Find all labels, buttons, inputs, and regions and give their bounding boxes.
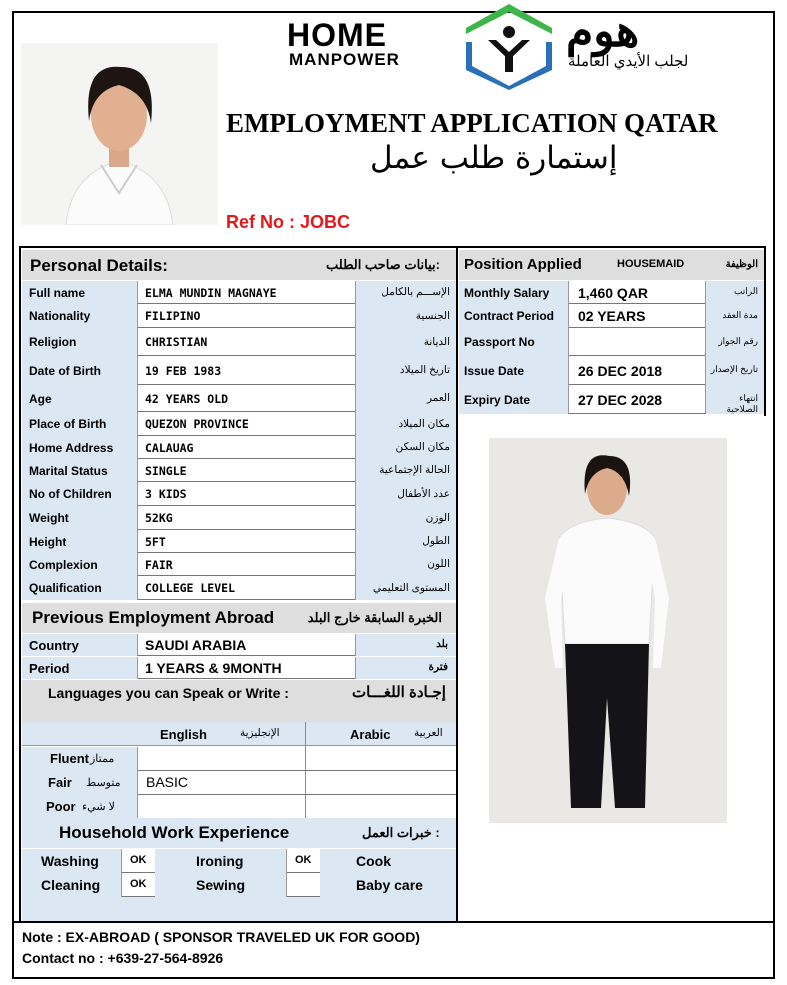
field-value: 42 YEARS OLD [145, 391, 229, 406]
languages-heading-arabic: إجـادة اللغـــات [352, 684, 446, 701]
field-value: CHRISTIAN [145, 335, 208, 349]
table-row [22, 459, 456, 482]
field-value: 1 YEARS & 9MONTH [145, 660, 282, 676]
footer-notes [22, 927, 420, 969]
skill-label: Cleaning [41, 877, 101, 893]
field-value: ELMA MUNDIN MAGNAYE [145, 285, 277, 300]
field-label-arabic: رقم الجواز [718, 335, 758, 346]
table-row [22, 553, 456, 576]
personal-details-header [22, 250, 456, 280]
table-middle-border [456, 246, 458, 922]
field-label: Home Address [29, 440, 114, 455]
table-row [22, 281, 456, 304]
skill-value: OK [130, 854, 147, 866]
language-level-label: Fair [48, 775, 72, 790]
household-empty-row [22, 897, 456, 921]
field-label-arabic: المستوى التعليمي [372, 581, 450, 594]
field-label: Expiry Date [464, 392, 531, 407]
field-value: FAIR [145, 557, 173, 572]
table-row [22, 747, 456, 771]
applicant-portrait-photo [21, 43, 218, 225]
logo-arabic-text: هوم [566, 7, 640, 56]
page-title-arabic: إستمارة طلب عمل [370, 140, 618, 176]
field-value: 1,460 QAR [578, 284, 649, 301]
field-label: Marital Status [29, 463, 108, 478]
personal-details-heading: Personal Details: [30, 256, 168, 275]
position-applied-value: HOUSEMAID [617, 258, 685, 270]
field-label-arabic: الوزن [425, 511, 450, 524]
table-row [22, 771, 456, 795]
skill-label: Washing [41, 853, 99, 869]
skill-label: Cook [356, 853, 391, 869]
reference-number: Ref No : JOBC [226, 212, 351, 232]
field-label-arabic: العمر [426, 392, 450, 404]
language-level-label-arabic: ممتاز [90, 753, 115, 765]
field-label-arabic: الراتب [733, 286, 758, 296]
field-label-arabic: فترة [428, 661, 448, 673]
field-value: QUEZON PROVINCE [145, 417, 249, 431]
skill-label: Sewing [196, 877, 246, 893]
field-label: Period [29, 661, 70, 676]
table-row [459, 281, 764, 304]
note-text: Note : EX-ABROAD ( SPONSOR TRAVELED UK FOR GOOD) [22, 929, 420, 945]
arabic-column-label-arabic: العربية [414, 727, 443, 739]
table-row [22, 482, 456, 506]
table-row [22, 304, 456, 328]
language-level-label: Fluent [50, 751, 89, 766]
field-label-arabic: اللون [427, 558, 450, 570]
field-label: Weight [29, 511, 69, 525]
table-row [22, 873, 456, 897]
table-row [459, 328, 764, 356]
field-value: 27 DEC 2028 [578, 391, 663, 408]
languages-column-header [22, 722, 456, 746]
table-row [459, 304, 764, 328]
label-cell-bg [22, 795, 138, 819]
field-value: SAUDI ARABIA [145, 637, 247, 653]
table-row [22, 412, 456, 436]
field-label: Age [29, 391, 52, 406]
table-row [22, 657, 456, 679]
table-row [22, 328, 456, 356]
field-value: FILIPINO [145, 309, 201, 323]
field-label-arabic: الجنسية [415, 309, 450, 322]
table-top-border [19, 246, 764, 248]
field-label-arabic: بلد [436, 638, 448, 650]
skill-label: Ironing [196, 853, 244, 869]
field-label: Contract Period [464, 309, 555, 323]
logo-arabic-subtitle: لجلب الأيدي العاملة [568, 53, 689, 70]
field-value: SINGLE [145, 463, 187, 478]
skill-value: OK [295, 854, 312, 866]
language-level-label: Poor [46, 799, 76, 814]
language-level-label-arabic: متوسط [86, 777, 121, 789]
page-title: EMPLOYMENT APPLICATION QATAR [226, 108, 718, 138]
skill-extra-cell [430, 849, 456, 873]
field-label-arabic: الإســـم بالكامل [381, 286, 450, 298]
field-label: Place of Birth [29, 417, 107, 431]
table-row [22, 849, 456, 873]
field-label-arabic: مكان الميلاد [398, 417, 450, 430]
household-heading-arabic: خبرات العمل : [362, 825, 440, 840]
position-applied-arabic: الوظيفة [725, 259, 758, 270]
table-row [22, 795, 456, 819]
field-label-arabic: تاريخ الميلاد [399, 364, 450, 376]
field-value: CALAUAG [145, 440, 194, 455]
contact-number: Contact no : +639-27-564-8926 [22, 950, 224, 966]
table-row [22, 506, 456, 530]
logo-manpower-text: MANPOWER [289, 50, 400, 69]
field-label-arabic: مدة العقد [722, 309, 758, 320]
logo-emblem-icon [462, 2, 556, 90]
field-value: 5FT [145, 534, 166, 549]
field-label: Qualification [29, 581, 102, 595]
field-label: Complexion [29, 557, 98, 572]
household-heading: Household Work Experience [59, 823, 290, 842]
field-label: Date of Birth [29, 363, 101, 378]
field-value: 52KG [145, 511, 173, 525]
field-label: Issue Date [464, 363, 525, 378]
language-level-label-arabic: لا شيء [82, 801, 115, 813]
field-value: 02 YEARS [578, 308, 646, 324]
previous-employment-header [22, 603, 456, 633]
field-label: Nationality [29, 309, 91, 323]
field-value: 19 FEB 1983 [145, 363, 222, 378]
field-label: No of Children [29, 487, 112, 501]
field-label-arabic: الحالة الإجتماعية [379, 464, 450, 476]
english-level-value: BASIC [146, 774, 189, 790]
table-row [459, 385, 764, 414]
position-applied-heading: Position Applied [464, 256, 582, 273]
personal-details-heading-arabic: بيانات صاحب الطلب: [326, 257, 440, 272]
field-label-arabic: الطول [422, 535, 450, 547]
field-label: Passport No [464, 335, 535, 349]
logo-home-text: HOME [287, 17, 387, 53]
table-row [22, 436, 456, 459]
field-value: 26 DEC 2018 [578, 362, 663, 379]
table-row [22, 576, 456, 600]
field-label-arabic: انتهاء الصلاحية [726, 393, 758, 414]
previous-employment-heading: Previous Employment Abroad [32, 608, 275, 627]
table-row [22, 634, 456, 656]
field-label-arabic: الديانة [423, 335, 450, 348]
table-row [22, 530, 456, 553]
table-left-border [19, 246, 21, 922]
skill-extra-cell [430, 873, 456, 897]
table-right-border [764, 246, 766, 416]
table-row [22, 356, 456, 385]
skill-value: OK [130, 878, 147, 890]
arabic-column-label: Arabic [350, 727, 391, 742]
field-label: Monthly Salary [464, 285, 550, 300]
field-label: Country [29, 638, 79, 653]
position-applied-header [459, 250, 764, 280]
languages-heading: Languages you can Speak or Write : [48, 685, 289, 701]
english-column-label: English [160, 727, 207, 742]
skill-label: Baby care [356, 877, 423, 893]
field-label-arabic: تاريخ الإصدار [710, 364, 758, 374]
languages-header [22, 680, 456, 722]
field-value: COLLEGE LEVEL [145, 581, 236, 595]
table-row [22, 385, 456, 412]
field-label-arabic: عدد الأطفال [397, 487, 450, 500]
applicant-full-body-photo [489, 438, 727, 823]
field-label-arabic: مكان السكن [395, 441, 450, 453]
table-row [459, 356, 764, 385]
english-column-label-arabic: الإنجليزية [240, 727, 280, 739]
household-header [22, 818, 456, 848]
field-label: Religion [29, 335, 77, 349]
field-label: Height [29, 534, 67, 549]
previous-employment-heading-arabic: الخبرة السابقة خارج البلد [307, 610, 442, 625]
field-value: 3 KIDS [145, 487, 187, 501]
field-label: Full name [29, 285, 86, 300]
footer-divider [14, 921, 773, 923]
